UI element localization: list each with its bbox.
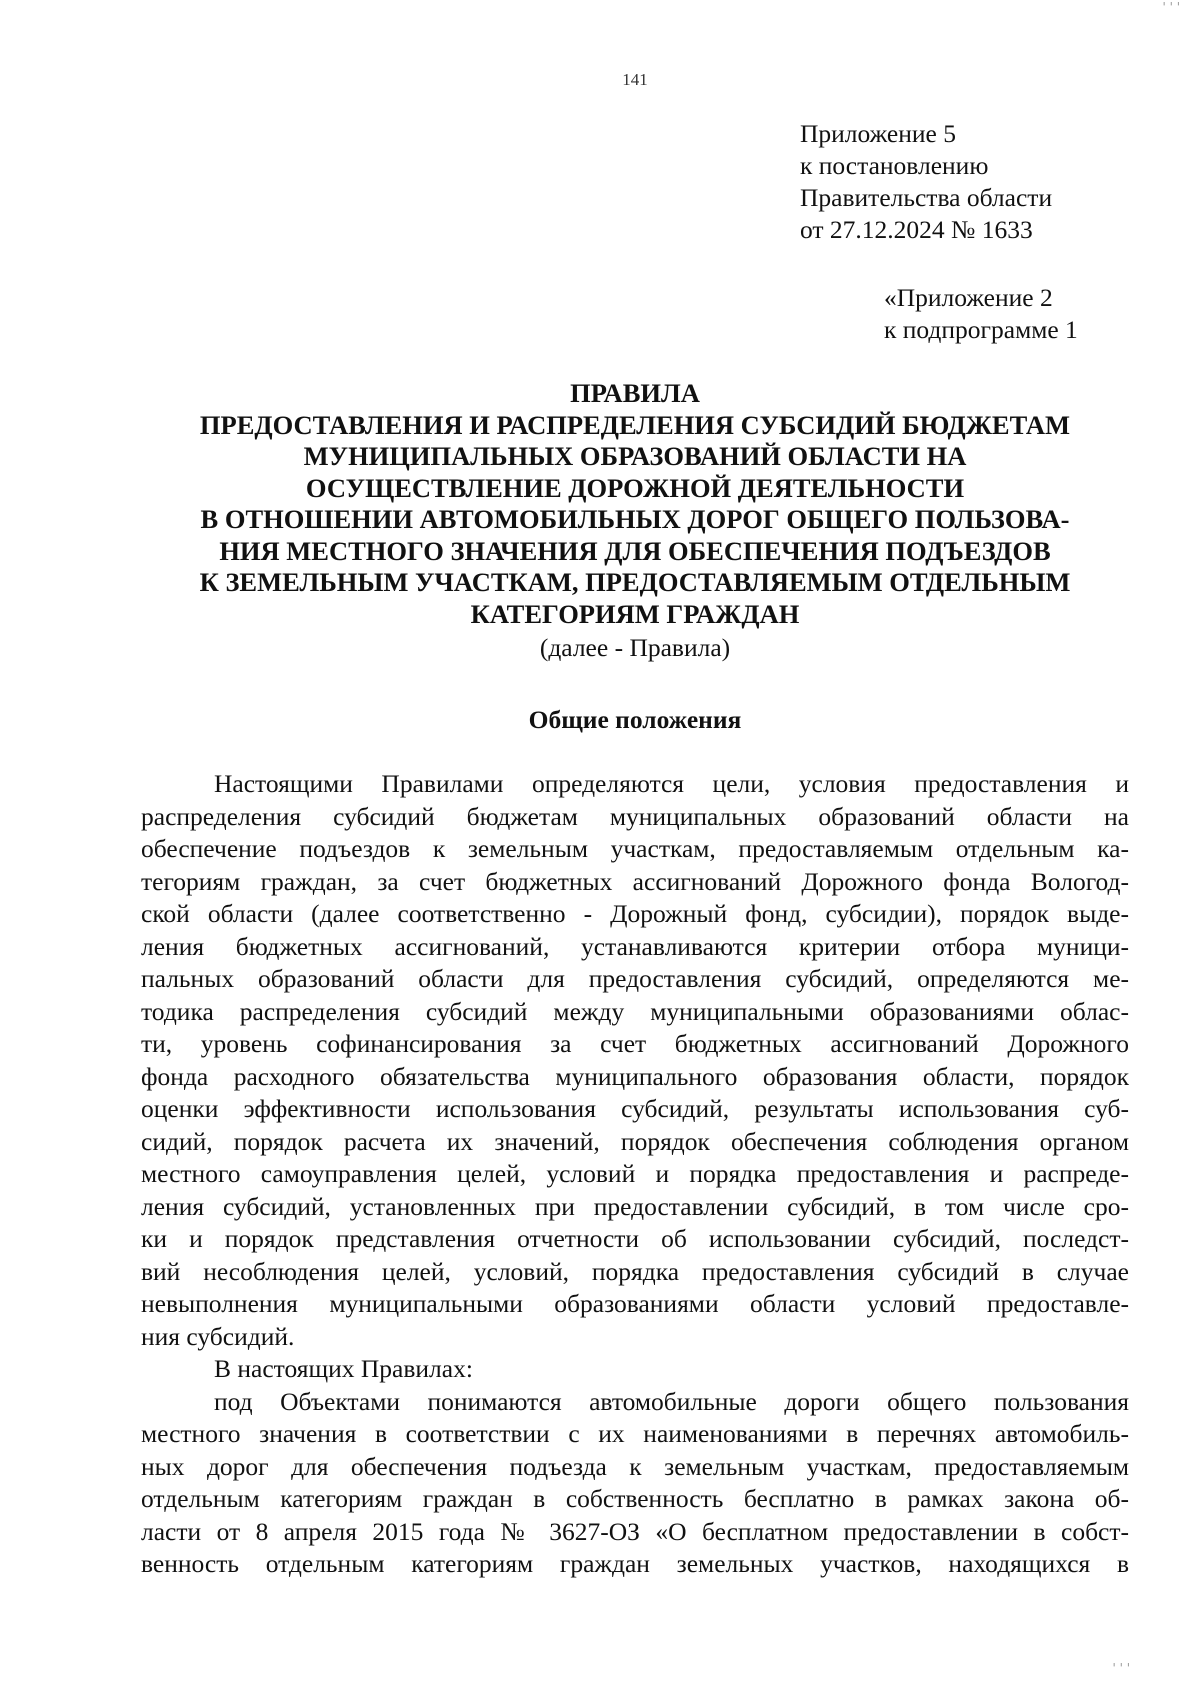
paragraph-line: ления бюджетных ассигнований, устанавливаются критерии отбора муници-	[141, 931, 1129, 961]
annex-line: «Приложение 2	[884, 283, 1053, 312]
title-line: НИЯ МЕСТНОГО ЗНАЧЕНИЯ ДЛЯ ОБЕСПЕЧЕНИЯ ПОДЪЕЗДОВ	[219, 535, 1051, 566]
title-line: КАТЕГОРИЯМ ГРАЖДАН	[470, 598, 800, 629]
paragraph-line: отдельным категориям граждан в собственность бесплатно в рамках закона об-	[141, 1484, 1129, 1513]
approval-line: Правительства области	[800, 183, 1053, 212]
paragraph-line: фонда расходного обязательства муниципального образования области, порядок	[141, 1061, 1129, 1091]
scan-mark-bottom: ' ' '	[1112, 1661, 1130, 1675]
paragraph-line: под Объектами понимаются автомобильные дороги общего пользования	[214, 1386, 1129, 1416]
title-line: В ОТНОШЕНИИ АВТОМОБИЛЬНЫХ ДОРОГ ОБЩЕГО ПОЛЬЗОВА-	[200, 504, 1070, 534]
approval-stamp	[800, 118, 1052, 246]
page-number: 141	[622, 70, 648, 89]
paragraph-line: распределения субсидий бюджетам муниципальных образований области на	[141, 801, 1129, 831]
title-line: К ЗЕМЕЛЬНЫМ УЧАСТКАМ, ПРЕДОСТАВЛЯЕМЫМ ОТДЕЛЬНЫМ	[199, 567, 1071, 597]
paragraph-line: ской области (далее соответственно - Дорожный фонд, субсидии), порядок выде-	[141, 899, 1129, 928]
paragraph-line: ных дорог для обеспечения подъезда к земельным участкам, предоставляемым	[141, 1451, 1129, 1481]
paragraph-line: тегориям граждан, за счет бюджетных ассигнований Дорожного фонда Вологод-	[141, 866, 1129, 896]
paragraph-line: невыполнения муниципальными образованиями области условий предоставле-	[141, 1289, 1129, 1318]
paragraph-line: венность отдельным категориям граждан земельных участков, находящихся в	[141, 1549, 1129, 1578]
scan-mark-top: ' ' '	[1162, 0, 1180, 14]
paragraph-line: тодика распределения субсидий между муниципальными образованиями облас-	[141, 996, 1129, 1026]
paragraph-line: ти, уровень софинансирования за счет бюджетных ассигнований Дорожного	[141, 1029, 1129, 1058]
body-text	[141, 768, 1129, 1581]
paragraph-line: оценки эффективности использования субсидий, результаты использования суб-	[141, 1094, 1129, 1123]
annex-line: к подпрограмме 1	[884, 315, 1078, 344]
approval-line: от 27.12.2024 № 1633	[800, 215, 1033, 244]
title-note: (далее - Правила)	[539, 633, 731, 662]
paragraph-line: ласти от 8 апреля 2015 года № 3627-ОЗ «О бесплатном предоставлении в собст-	[141, 1516, 1129, 1546]
paragraph-line: ки и порядок представления отчетности об использовании субсидий, последст-	[141, 1224, 1129, 1253]
paragraph-line: В настоящих Правилах:	[214, 1354, 473, 1383]
approval-line: Приложение 5	[800, 119, 956, 148]
approval-line: к постановлению	[800, 151, 989, 180]
paragraph-line: местного значения в соответствии с их наименованиями в перечнях автомобиль-	[141, 1419, 1129, 1448]
title-line: МУНИЦИПАЛЬНЫХ ОБРАЗОВАНИЙ ОБЛАСТИ НА	[303, 441, 967, 471]
annex-reference	[884, 282, 1078, 346]
paragraph-line: Настоящими Правилами определяются цели, условия предоставления и	[214, 769, 1129, 798]
paragraph-line: вий несоблюдения целей, условий, порядка предоставления субсидий в случае	[141, 1256, 1129, 1286]
title-line: ПРАВИЛА	[570, 378, 700, 408]
paragraph-line: ления субсидий, установленных при предоставлении субсидий, в том числе сро-	[141, 1191, 1129, 1221]
paragraph-line: сидий, порядок расчета их значений, порядок обеспечения соблюдения органом	[141, 1126, 1129, 1156]
section-heading: Общие положения	[528, 705, 742, 734]
title-line: ОСУЩЕСТВЛЕНИЕ ДОРОЖНОЙ ДЕЯТЕЛЬНОСТИ	[305, 472, 965, 503]
paragraph-line: ния субсидий.	[141, 1321, 295, 1351]
title-line: ПРЕДОСТАВЛЕНИЯ И РАСПРЕДЕЛЕНИЯ СУБСИДИЙ БЮДЖЕТАМ	[199, 409, 1071, 440]
paragraph-line: местного самоуправления целей, условий и порядка предоставления и распреде-	[141, 1159, 1129, 1188]
paragraph-line: пальных образований области для предоставления субсидий, определяются ме-	[141, 964, 1129, 993]
document-title	[140, 378, 1130, 664]
paragraph-line: обеспечение подъездов к земельным участкам, предоставляемым отдельным ка-	[141, 834, 1129, 863]
